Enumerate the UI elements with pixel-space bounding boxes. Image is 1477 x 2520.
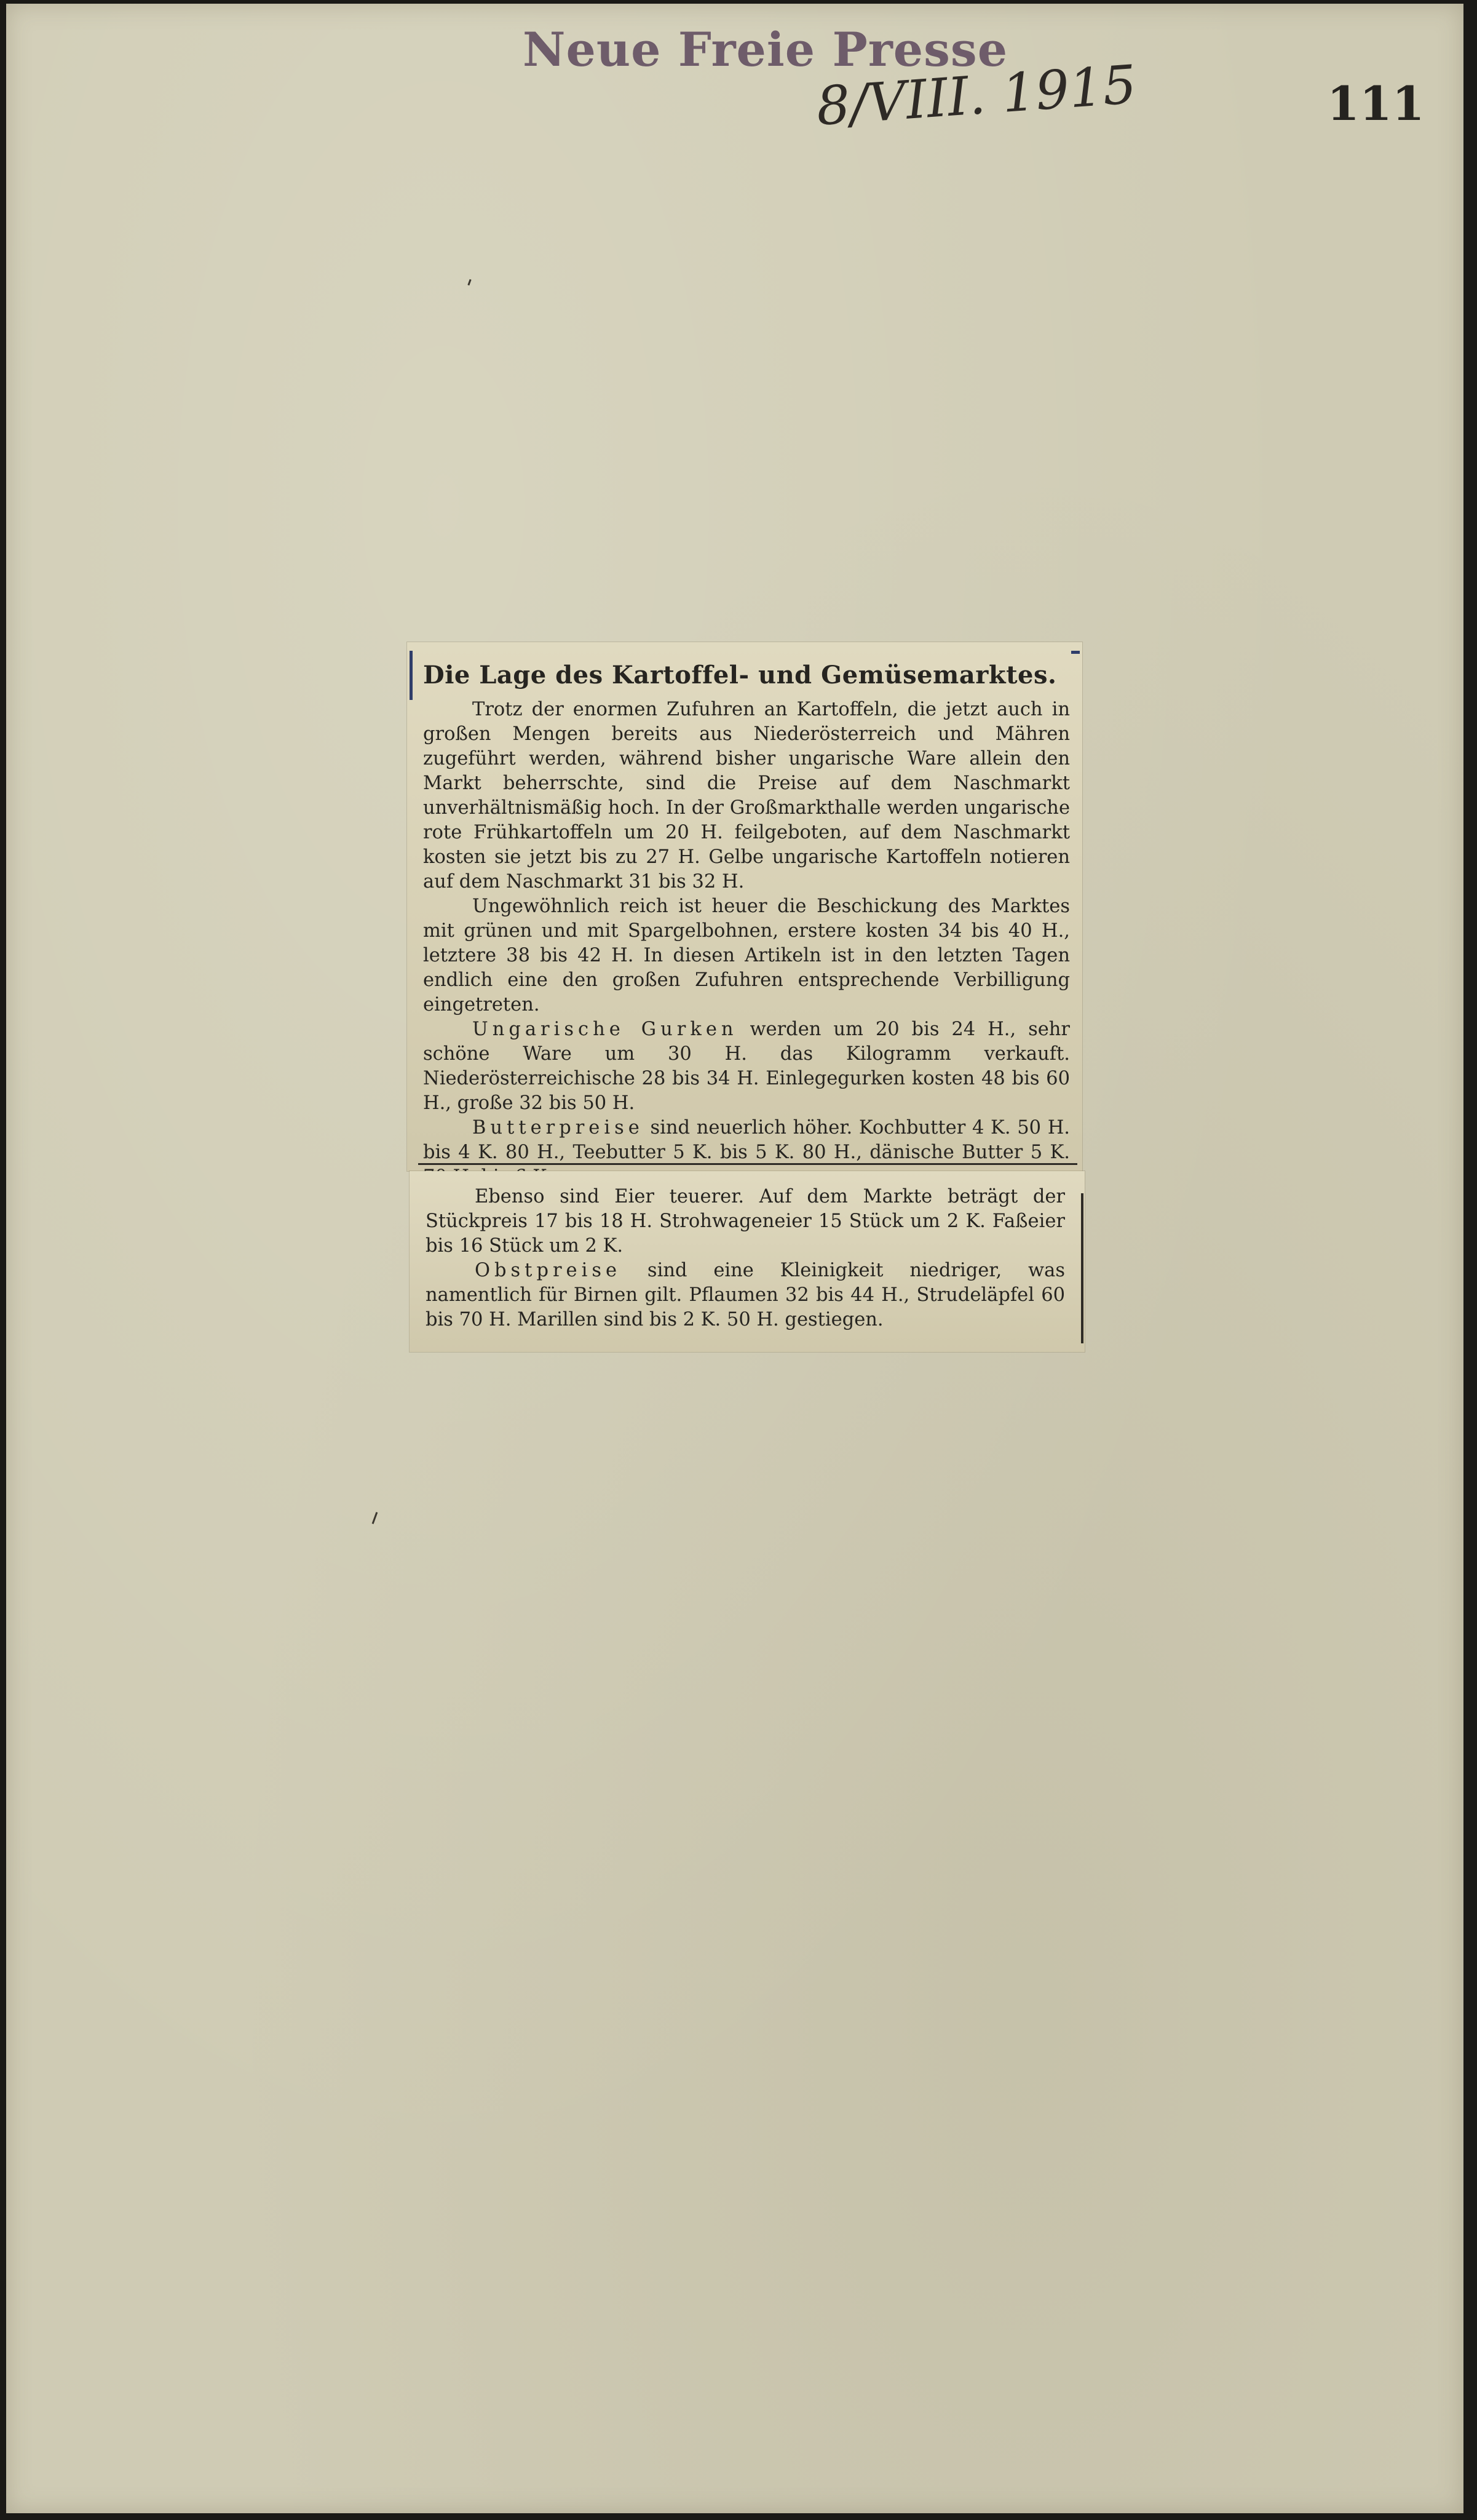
paper-mark [467, 279, 471, 285]
paragraph-text: Ebenso sind Eier teuerer. Auf dem Markte beträgt der Stückpreis 17 bis 18 H. Strohwageneier 15 Stück um 2 K. Faßeier bis 16 Stück um 2 K. [426, 1186, 1065, 1257]
article-body [423, 698, 1070, 1190]
paragraph-text: werden um 20 bis 24 H., sehr schöne Ware um 30 H. das Kilogramm verkauft. Niederösterreichische 28 bis 34 H. Einlegegurken kosten 48 bis 60 H., große 32 bis 50 H. [423, 1019, 1070, 1114]
column-separator [418, 1163, 1077, 1165]
article-paragraph [423, 1017, 1070, 1116]
paper-mark [372, 1512, 378, 1524]
newspaper-clipping-upper [407, 642, 1082, 1171]
clipping-corner-rule [1071, 651, 1080, 654]
paragraph-lead: Butterpreise [472, 1117, 644, 1139]
archive-page [6, 4, 1463, 2513]
article-continuation [426, 1185, 1065, 1332]
newspaper-name-stamp: Neue Freie Presse [523, 22, 1008, 77]
paragraph-text: sind eine Kleinigkeit niedriger, was namentlich für Birnen gilt. Pflaumen 32 bis 44 H., Strudeläpfel 60 bis 70 H. Marillen sind bis 2 K. 50 H. gestiegen. [426, 1260, 1065, 1330]
paragraph-text: sind neuerlich höher. Kochbutter 4 K. 50 H. bis 4 K. 80 H., Teebutter 5 K. bis 5 K. 80 H., dänische Butter 5 K. [423, 1117, 1070, 1163]
article-paragraph [423, 698, 1070, 894]
newspaper-clipping-lower [410, 1171, 1085, 1352]
article-title: Die Lage des Kartoffel- und Gemüsemarktes. [423, 661, 1057, 690]
clipping-right-rule [1081, 1193, 1083, 1343]
paragraph-lead: Obstpreise [475, 1260, 622, 1281]
article-paragraph [426, 1258, 1065, 1332]
clipping-left-rule [410, 651, 413, 700]
article-paragraph [423, 894, 1070, 1017]
paragraph-text: Trotz der enormen Zufuhren an Kartoffeln, die jetzt auch in großen Mengen bereits aus Niederösterreich und Mähren zugeführt werden, während bisher ungarische Ware allein den Markt beherrschte, sind die Preise auf dem Naschmarkt unverhältnismäßig hoch. In der Großmarkthalle werden ungarische rote Frühkartoffeln um 20 H. feilgeboten, auf dem Naschmarkt kosten sie jetzt bis zu 27 H. Gelbe ungarische Kartoffeln notieren auf dem Naschmarkt 31 bis 32 H. [423, 699, 1070, 892]
paragraph-text: Ungewöhnlich reich ist heuer die Beschickung des Marktes mit grünen und mit Spargelbohnen, erstere kosten 34 bis 40 H., letztere 38 bis 42 H. In diesen Artikeln ist in den letzten Tagen endlich eine den großen Zufuhren entsprechende Verbilligung eingetreten. [423, 896, 1070, 1016]
page-number: 111 [1327, 76, 1425, 131]
article-paragraph [426, 1185, 1065, 1258]
paragraph-lead: Ungarische Gurken [472, 1019, 738, 1040]
handwritten-date: 8/VIII. 1915 [814, 54, 1139, 138]
